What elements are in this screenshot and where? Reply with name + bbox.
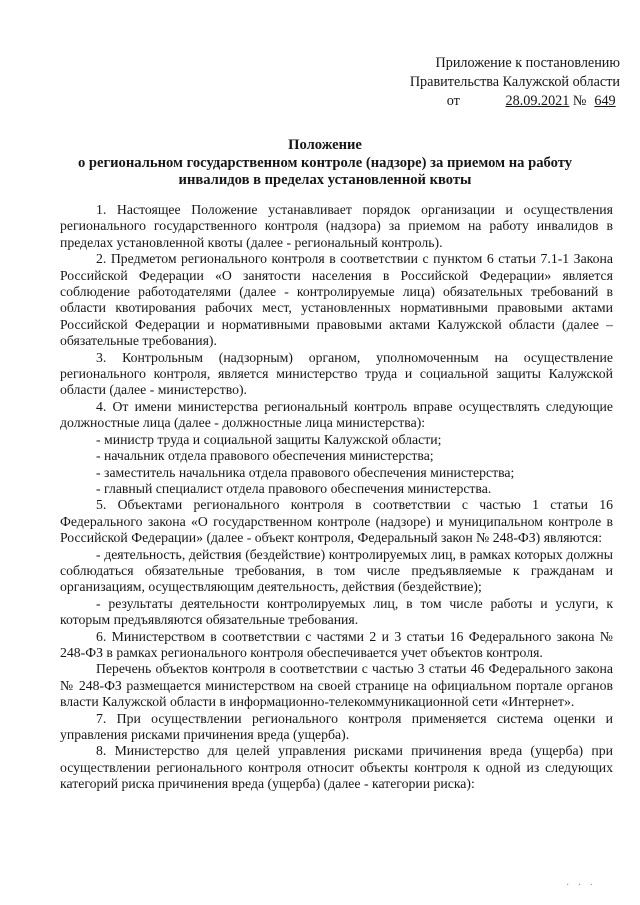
appendix-date-line (395, 92, 620, 111)
list-item: - начальник отдела правового обеспечения министерства; (96, 448, 434, 464)
list-item: - заместитель начальника отдела правового обеспечения министерства; (96, 464, 515, 480)
paragraph: 6. Министерством в соответствии с частями 2 и 3 статьи 16 Федерального закона № 248-ФЗ в рамках регионального контроля обеспечивается учет объектов контроля. (60, 628, 613, 660)
list-item: - деятельность, действия (бездействие) контролируемых лиц, в рамках которых должны соблюдаться обязательные требования, в том числе предъявляемые к гражданам и организациям, осуществляющим деятельность, действия (бездействие); (60, 546, 613, 595)
title-line-3: инвалидов в пределах установленной квоты (178, 172, 472, 189)
paragraph: 7. При осуществлении регионального контроля применяется система оценки и управления рисками причинения вреда (ущерба). (60, 710, 613, 742)
paragraph: 8. Министерство для целей управления рисками причинения вреда (ущерба) при осуществлении регионального контроля относит объекты контроля к одной из следующих категорий риска причинения вреда (ущерба) (далее - категории риска): (60, 743, 613, 792)
appendix-line-1: Приложение к постановлению (435, 55, 620, 71)
title-line-1: Положение (288, 137, 362, 153)
paragraph: 4. От имени министерства региональный контроль вправе осуществлять следующие должностные лица (далее - должностные лица министерства): (60, 398, 613, 431)
paragraph: Перечень объектов контроля в соответствии с частью 3 статьи 46 Федерального закона № 248-ФЗ размещается министерством на своей странице на официальном портале органов власти Калужской области в информационно-телекоммуникационной сети «Интернет». (60, 661, 613, 710)
list-item: - результаты деятельности контролируемых лиц, в том числе работы и услуги, к которым предъявляются обязательные требования. (60, 595, 613, 628)
resolution-number: 649 (594, 93, 616, 109)
paragraph: 5. Объектами регионального контроля в соответствии с частью 1 статьи 16 Федерального закона «О государственном контроле (надзоре) и муниципальном контроле в Российской Федерации» (далее - объект контроля, Федеральный закон № 248-ФЗ) являются: (60, 497, 613, 546)
from-label: от (446, 93, 460, 109)
document-body (60, 202, 613, 793)
resolution-date: 28.09.2021 (505, 93, 570, 109)
scan-marks: · · · (566, 880, 596, 891)
list-item: - главный специалист отдела правового обеспечения министерства. (96, 480, 492, 496)
list-item: - министр труда и социальной защиты Калужской области; (96, 431, 442, 447)
paragraph: 3. Контрольным (надзорным) органом, уполномоченным на осуществление регионального контроля, является министерство труда и социальной защиты Калужской области (далее - министерство). (60, 349, 613, 398)
appendix-line-2: Правительства Калужской области (409, 74, 620, 90)
document-title (60, 137, 590, 190)
appendix-header (395, 54, 620, 111)
paragraph: 2. Предметом регионального контроля в соответствии с пунктом 6 статьи 7.1-1 Закона Российской Федерации «О занятости населения в Российской Федерации» является соблюдение работодателями (далее - контролируемые лица) обязательных требований в области квотирования рабочих мест, установленных нормативными правовыми актами Российской Федерации и нормативными правовыми актами Калужской области (далее – обязательные требования). (60, 251, 613, 349)
paragraph: 1. Настоящее Положение устанавливает порядок организации и осуществления регионального государственного контроля (надзора) за приемом на работу инвалидов в пределах установленной квоты (далее - региональный контроль). (60, 202, 613, 250)
number-label: № (572, 93, 587, 109)
title-line-2: о региональном государственном контроле (надзоре) за приемом на работу (77, 154, 572, 171)
